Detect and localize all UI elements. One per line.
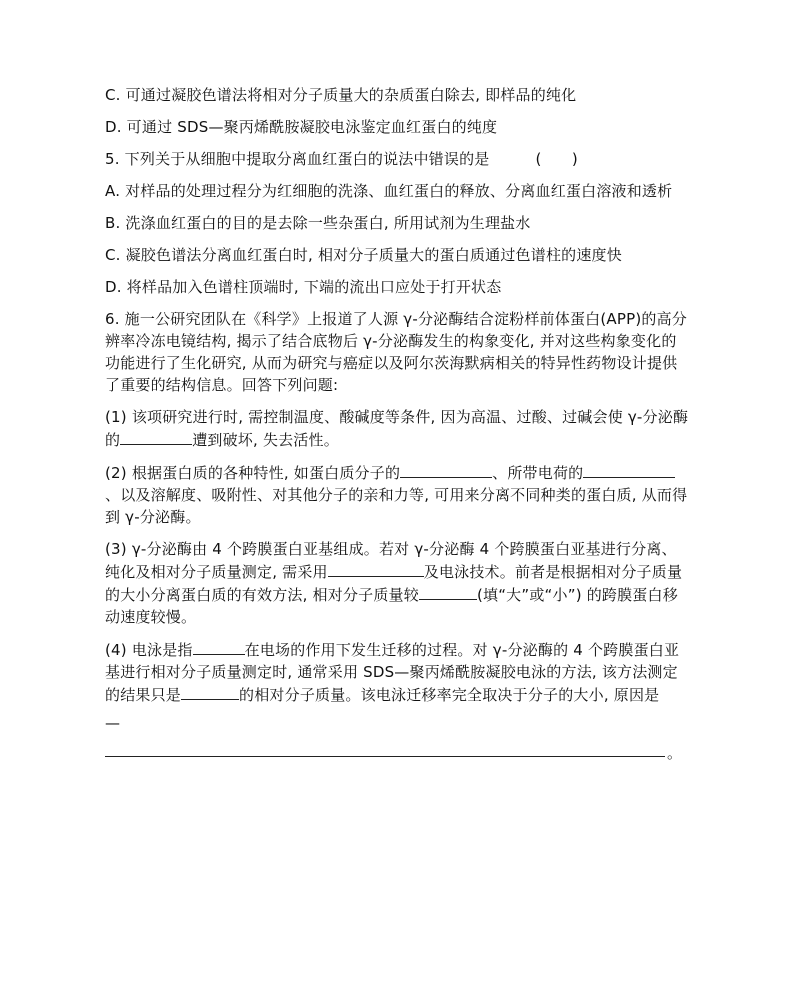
option-c-previous: C. 可通过凝胶色谱法将相对分子质量大的杂质蛋白除去, 即样品的纯化 bbox=[105, 86, 577, 104]
answer-blank-5[interactable] bbox=[419, 583, 477, 600]
answer-blank-7[interactable] bbox=[181, 683, 239, 700]
q6-3-text-a: (3) γ-分泌酶由 4 个跨膜蛋白亚基组成。若对 γ-分泌酶 4 个跨膜蛋白亚基进行分离、纯化及相对分子质量测定, 需采用 bbox=[105, 540, 677, 581]
q6-2-text-b: 、所带电荷的 bbox=[492, 464, 584, 482]
question-6-part-3 bbox=[105, 538, 690, 628]
answer-blank-3[interactable] bbox=[583, 461, 675, 478]
q6-1-text-a: (1) 该项研究进行时, 需控制温度、酸碱度等条件, 因为高温、过酸、过碱会使 γ-分泌酶的 bbox=[105, 408, 689, 449]
q6-4-text-b: 在电场的作用下发生迁移的过程。对 γ-分泌酶的 4 个跨膜蛋白亚基进行相对分子质量测定时, 通常采用 SDS—聚丙烯酰胺凝胶电泳的方法, 该方法测定的结果只是 bbox=[105, 641, 680, 704]
question-5-stem bbox=[105, 148, 690, 170]
q6-3-text-b: 及电泳技术。前者是根据相对分子质量的大小分离蛋白质的有效方法, 相对分子质量较 bbox=[105, 563, 683, 604]
question-5-option-d: D. 将样品加入色谱柱顶端时, 下端的流出口应处于打开状态 bbox=[105, 278, 502, 296]
answer-parentheses[interactable]: ( ) bbox=[535, 150, 578, 168]
option-d-previous: D. 可通过 SDS—聚丙烯酰胺凝胶电泳鉴定血红蛋白的纯度 bbox=[105, 118, 498, 136]
end-period: 。 bbox=[667, 744, 683, 762]
question-6-part-4 bbox=[105, 638, 690, 706]
question-5-option-b: B. 洗涤血红蛋白的目的是去除一些杂蛋白, 所用试剂为生理盐水 bbox=[105, 214, 531, 232]
answer-dash-mark: — bbox=[105, 714, 120, 732]
question-6-part-1 bbox=[105, 406, 690, 451]
answer-long-blank[interactable] bbox=[105, 756, 665, 757]
answer-blank-2[interactable] bbox=[400, 461, 492, 478]
answer-blank-6[interactable] bbox=[193, 638, 245, 655]
worksheet-content bbox=[105, 84, 690, 766]
question-5-option-c: C. 凝胶色谱法分离血红蛋白时, 相对分子质量大的蛋白质通过色谱柱的速度快 bbox=[105, 246, 622, 264]
q6-2-text-c: 、以及溶解度、吸附性、对其他分子的亲和力等, 可用来分离不同种类的蛋白质, 从而得到 γ-分泌酶。 bbox=[105, 486, 688, 526]
question-6-part-2 bbox=[105, 461, 690, 528]
q6-4-text-c: 的相对分子质量。该电泳迁移率完全取决于分子的大小, 原因是 bbox=[239, 686, 660, 704]
answer-blank-1[interactable] bbox=[120, 428, 192, 445]
answer-long-line-row bbox=[105, 740, 690, 766]
answer-blank-4[interactable] bbox=[328, 560, 424, 577]
question-5-text: 5. 下列关于从细胞中提取分离血红蛋白的说法中错误的是 bbox=[105, 150, 490, 168]
q6-2-text-a: (2) 根据蛋白质的各种特性, 如蛋白质分子的 bbox=[105, 464, 401, 482]
q6-1-text-b: 遭到破坏, 失去活性。 bbox=[192, 431, 339, 449]
question-5-option-a: A. 对样品的处理过程分为红细胞的洗涤、血红蛋白的释放、分离血红蛋白溶液和透析 bbox=[105, 182, 673, 200]
q6-3-text-c: (填“大”或“小”) 的跨膜蛋白移动速度较慢。 bbox=[105, 586, 678, 626]
q6-4-text-a: (4) 电泳是指 bbox=[105, 641, 193, 659]
question-6-stem: 6. 施一公研究团队在《科学》上报道了人源 γ-分泌酶结合淀粉样前体蛋白(APP)的高分辨率冷冻电镜结构, 揭示了结合底物后 γ-分泌酶发生的构象变化, 并对这些构象变化的功能进行了生化研究, 从而为研究与癌症以及阿尔茨海默病相关的特异性药物设计提供了重要的结构信息。回答下列问题: bbox=[105, 310, 687, 394]
